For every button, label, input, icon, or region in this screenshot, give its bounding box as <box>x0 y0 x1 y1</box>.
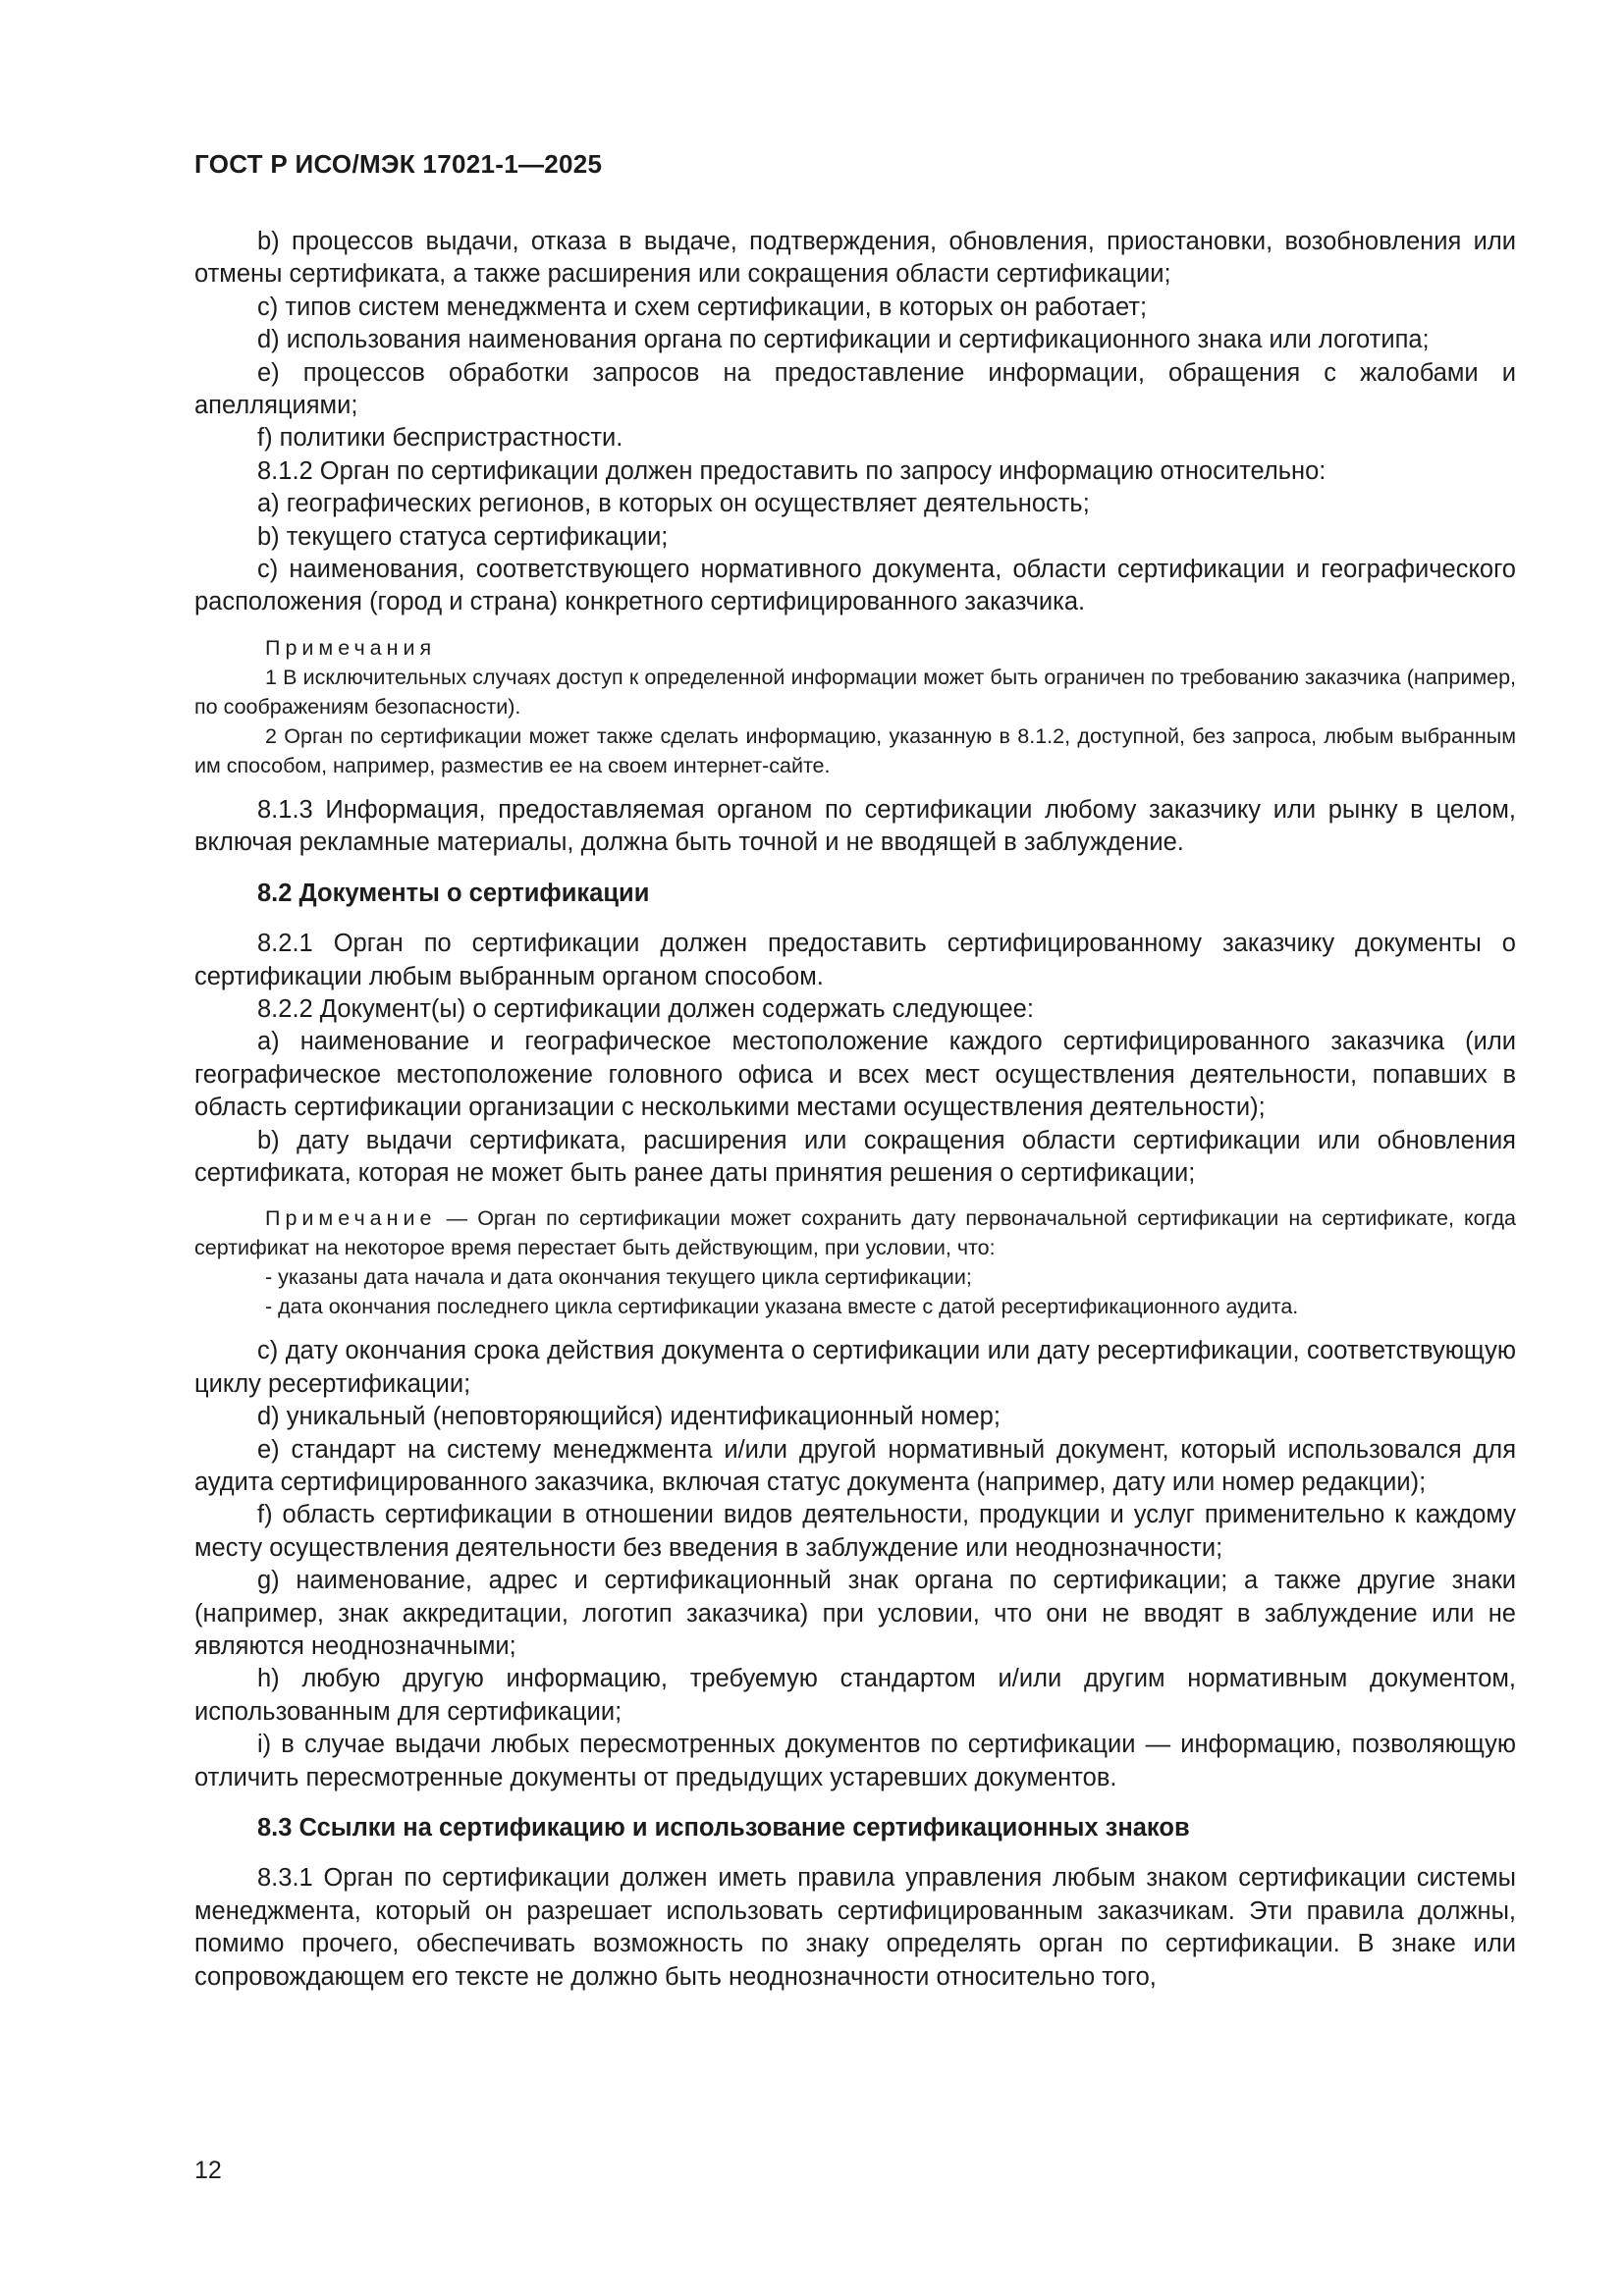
list-item-f: f) область сертификации в отношении видов деятельности, продукции и услуг применительно к каждому месту осуществления деятельности без введения в заблуждение или неоднозначности; <box>194 1501 1516 1562</box>
note-bullet-1: - указаны дата начала и дата окончания текущего цикла сертификации; <box>265 1265 972 1290</box>
paragraph-8-2-2: 8.2.2 Документ(ы) о сертификации должен содержать следующее: <box>257 994 1034 1023</box>
note-dash: — <box>436 1206 478 1231</box>
list-item-a: a) наименование и географическое местоположение каждого сертифицированного заказчика (или географическое местоположение головного офиса и всех мест осуществления деятельности, попавших в область сертификации организации с несколькими местами осуществления деятельности); <box>194 1028 1516 1122</box>
list-item-e: e) процессов обработки запросов на предоставление информации, обращения с жалобами и апелляциями; <box>194 358 1516 420</box>
section-heading-8-3: 8.3 Ссылки на сертификацию и использование сертификационных знаков <box>257 1814 1190 1842</box>
list-item-i: i) в случае выдачи любых пересмотренных документов по сертификации — информацию, позволяющую отличить пересмотренные документы от предыдущих устаревших документов. <box>194 1731 1516 1791</box>
list-item-h: h) любую другую информацию, требуемую стандартом и/или другим нормативным документом, использованным для сертификации; <box>194 1665 1516 1726</box>
document-header: ГОСТ Р ИСО/МЭК 17021-1—2025 <box>194 149 603 179</box>
list-item-b: b) процессов выдачи, отказа в выдаче, подтверждения, обновления, приостановки, возобновления или отмены сертификата, а также расширения или сокращения области сертификации; <box>194 228 1516 289</box>
paragraph-8-1-3: 8.1.3 Информация, предоставляемая органом по сертификации любому заказчику или рынку в целом, включая рекламные материалы, должна быть точной и не вводящей в заблуждение. <box>194 795 1516 857</box>
note-head: Примечание <box>265 1206 437 1231</box>
list-item-a: a) географических регионов, в которых он осуществляет деятельность; <box>257 490 1090 518</box>
note-text: Орган по сертификации может сохранить дату первоначальной сертификации на сертификате, когда сертификат на некоторое время перестает быть действующим, при условии, что: <box>194 1206 1517 1260</box>
list-item-d: d) использования наименования органа по сертификации и сертификационного знака или логотипа; <box>257 326 1430 354</box>
note-item-2: 2 Орган по сертификации может также сделать информацию, указанную в 8.1.2, доступной, без запроса, любым выбранным им способом, например, разместив ее на своем интернет-сайте. <box>194 723 1516 777</box>
note-bullet-2: - дата окончания последнего цикла сертификации указана вместе с датой ресертификационного аудита. <box>265 1295 1299 1319</box>
list-item-c: c) наименования, соответствующего нормативного документа, области сертификации и географического расположения (город и страна) конкретного сертифицированного заказчика. <box>194 556 1516 616</box>
page-number: 12 <box>194 2157 222 2184</box>
paragraph-8-1-2: 8.1.2 Орган по сертификации должен предоставить по запросу информацию относительно: <box>257 456 1326 485</box>
note-block <box>194 1203 1516 1262</box>
list-item-c: c) дату окончания срока действия документа о сертификации или дату ресертификации, соответствующую циклу ресертификации; <box>194 1337 1516 1398</box>
list-item-b: b) дату выдачи сертификата, расширения или сокращения области сертификации или обновления сертификата, которая не может быть ранее даты принятия решения о сертификации; <box>194 1126 1516 1187</box>
notes-title: Примечания <box>265 635 437 660</box>
list-item-g: g) наименование, адрес и сертификационный знак органа по сертификации; а также другие знаки (например, знак аккредитации, логотип заказчика) при условии, что они не вводят в заблуждение или не являются неоднозначными; <box>194 1567 1516 1660</box>
section-heading-8-2: 8.2 Документы о сертификации <box>257 879 650 907</box>
page-content <box>194 226 1516 1994</box>
list-item-d: d) уникальный (неповторяющийся) идентификационный номер; <box>257 1403 1001 1431</box>
list-item-f: f) политики беспристрастности. <box>257 424 623 453</box>
list-item-b: b) текущего статуса сертификации; <box>257 522 669 551</box>
note-item-1: 1 В исключительных случаях доступ к определенной информации может быть ограничен по требованию заказчика (например, по соображениям безопасности). <box>194 665 1516 719</box>
list-item-e: e) стандарт на систему менеджмента и/или другой нормативный документ, который использовался для аудита сертифицированного заказчика, включая статус документа (например, дату или номер редакции); <box>194 1435 1516 1496</box>
list-item-c: c) типов систем менеджмента и схем сертификации, в которых он работает; <box>257 293 1148 321</box>
paragraph-8-3-1: 8.3.1 Орган по сертификации должен иметь правила управления любым знаком сертификации системы менеджмента, который он разрешает использовать сертифицированным заказчикам. Эти правила должны, помимо прочего, обеспечивать возможность по знаку определять орган по сертификации. В знаке или сопровождающем его тексте не должно быть неоднозначности относительно того, <box>194 1864 1516 1991</box>
paragraph-8-2-1: 8.2.1 Орган по сертификации должен предоставить сертифицированному заказчику документы о сертификации любым выбранным органом способом. <box>194 930 1516 990</box>
